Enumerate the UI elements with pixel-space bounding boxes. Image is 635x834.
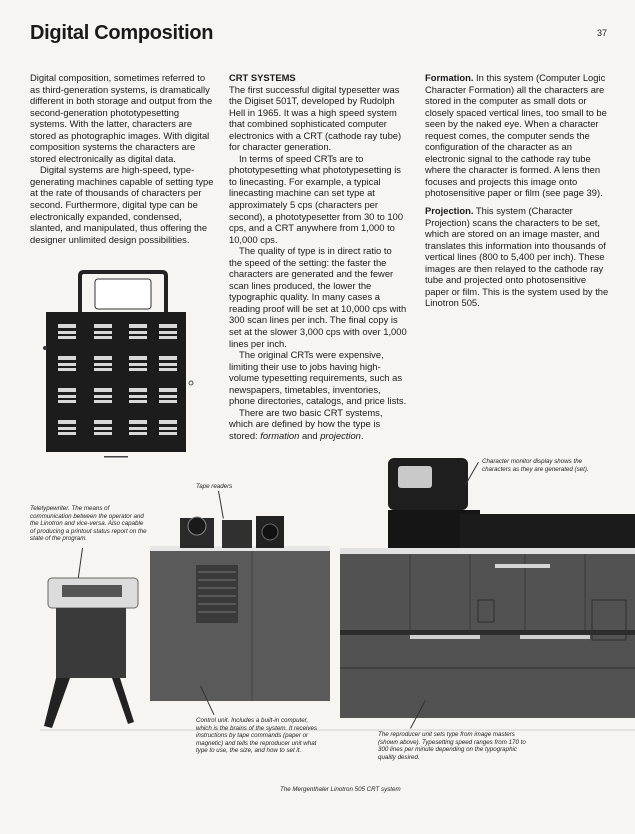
image-master-photo [42,270,197,460]
projection-text: This system (Character Projection) scans the characters to be set, which are stored on an image master, and translates this information into thousands of vertical lines (800 to 5,400 per inch). These images are then relayed to the cathode ray tube and projected onto photosensitive paper or film. This is the system used by the Linotron 505. [425,205,609,309]
figure-caption: The Mergenthaler Linotron 505 CRT system [280,786,401,793]
crt-paragraph-1: The first successful digital typesetter was the Digiset 501T, developed by Rudolph Hell in 1965. It was a high speed system that combined sophisticated computer electronics with a CRT (cathode ray tube) for character generation. [229,83,402,153]
caption-control-unit: Control unit. Includes a built-in computer, which is the brains of the system. It receives instructions by tape commands (paper or magnetic) and tells the reproducer unit what type to use, the size, and how to set it. [196,717,318,755]
crt-paragraph-4: The original CRTs were expensive, limiting their use to jobs having high-volume typesetting requirements, such as newspapers, timetables, inventories, phone directories, catalogs, and price lists. [229,349,407,407]
crt-p5-formation: formation [260,429,300,441]
formation-text: In this system (Computer Logic Character Formation) all the characters are stored in the computer as small dots or closely spaced vertical lines, too small to be seen by the naked eye. When a character request comes, the computer sends the configuration of the character as an electronic signal to the cathode ray tube where the character is formed. A lens then focuses and projects this image onto photosensitive paper or film (see page 39). [425,72,607,199]
column-1 [30,72,214,245]
crt-paragraph-3: The quality of type is in direct ratio to the speed of the setting: the faster the characters are generated and the fewer scan lines produced, the lower the typographic quality. In many cases a reading proof will be set at 10,000 cps with 300 scan lines per inch. The final copy is set at the slower 3,000 cps with over 1,000 lines per inch. [229,245,407,349]
crt-p5-c: . [360,429,364,441]
caption-tape-readers: Tape readers [196,483,233,490]
caption-monitor: Character monitor display shows the characters as they are generated (set). [482,458,589,473]
formation-heading: Formation. [425,72,474,83]
crt-p5-b: and [299,429,321,441]
intro-paragraph: Digital composition, sometimes referred to as third-generation systems, is dramatically different in both storage and output from the second-generation phototypesetting systems. With the latter, characters are stored as photographic images. With digital composition systems the characters are stored electronically as digital data. [30,72,213,164]
column-3 [425,72,610,309]
page-title: Digital Composition [30,22,214,44]
formation-paragraph [425,72,610,199]
column-2 [229,72,407,442]
crt-paragraph-2: In terms of speed CRTs are to phototypesetting what phototypesetting is to linecasting. For example, a typical linecasting machine can set type at approximately 5 cps (characters per second), a phototypesetter from 30 to 100 cps, and a CRT anywhere from 1,000 to 10,000 cps. [229,152,404,245]
projection-heading: Projection. [425,205,474,217]
caption-reproducer: The reproducer unit sets type from image masters (shown above). Typesetting speed ranges from 170 to 300 lines per minute depending on the typographic quality desired. [378,731,526,761]
caption-teletypewriter: Teletypewriter. The means of communication between the operator and the Linotron and vice-versa. Also capable of producing a printout status report on the state of the program. [30,505,147,543]
digital-systems-paragraph: Digital systems are high-speed, type-generating machines capable of setting type at the rate of thousands of characters per second. Furthermore, digital type can be electronically expanded, condensed, slanted, and manipulated, thus offering the designer unlimited design possibilities. [30,164,214,245]
crt-paragraph-5 [229,407,407,442]
crt-p5-a: There are two basic CRT systems, which are defined by how the type is stored: [229,406,383,441]
crt-p5-projection: projection [320,429,361,441]
crt-systems-heading: CRT SYSTEMS [229,72,296,83]
projection-paragraph [425,205,610,309]
page-number: 37 [596,28,607,38]
